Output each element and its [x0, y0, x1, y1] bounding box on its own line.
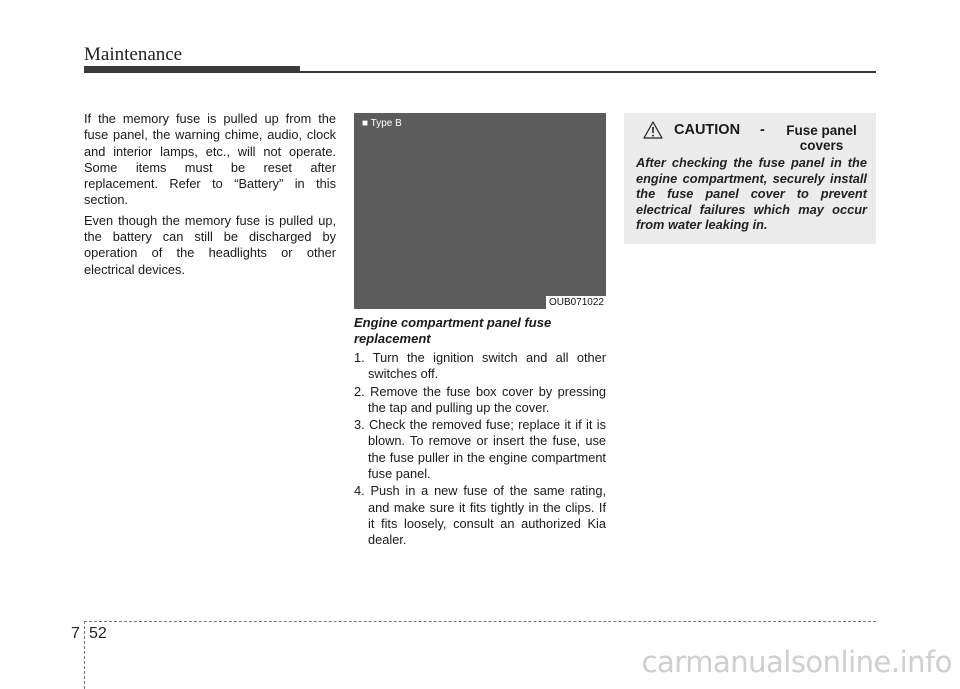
- caution-title: Fuse panel covers: [786, 123, 857, 153]
- paragraph-battery-discharge: Even though the memory fuse is pulled up, the battery can still be discharged by operation of the headlights or other electrical devices.: [84, 212, 336, 277]
- header-rule-thin: [300, 71, 876, 73]
- caution-label: CAUTION: [674, 122, 741, 138]
- section-heading: Engine compartment panel fuse replacement: [354, 315, 552, 346]
- step-item: 4. Push in a new fuse of the same rating, and make sure it fits tightly in the clips. If it fits loosely, consult an authorized Kia dealer.: [354, 483, 606, 548]
- figure-image: [354, 113, 606, 309]
- step-item: 2. Remove the fuse box cover by pressing the tap and pulling up the cover.: [354, 383, 606, 415]
- caution-header: [636, 121, 867, 153]
- figure-code: OUB071022: [546, 296, 606, 309]
- header-rule-thick: [84, 66, 300, 73]
- caution-box: [624, 113, 876, 244]
- footer-rule: [84, 621, 876, 622]
- footer-divider: [84, 621, 85, 689]
- step-item: 1. Turn the ignition switch and all other switches off.: [354, 350, 606, 382]
- paragraph-memory-fuse: If the memory fuse is pulled up from the fuse panel, the warning chime, audio, clock and interior lamps, etc., will not operate. Some items must be reset after replacement. Refer to “Battery” in this section.: [84, 111, 336, 208]
- caution-body: After checking the fuse panel in the engine compartment, securely install the fuse panel cover to prevent electrical failures which may occur from water leaking in.: [636, 155, 867, 232]
- warning-triangle-icon: [643, 121, 663, 139]
- chapter-number: 7: [71, 625, 80, 642]
- header-title: Maintenance: [84, 44, 183, 65]
- middle-column: [354, 315, 606, 550]
- figure-type-label: ■ Type B: [362, 118, 402, 129]
- caution-separator: -: [760, 122, 765, 138]
- left-column: [84, 111, 336, 282]
- steps-list: [354, 350, 606, 549]
- watermark-logo: carmanualsonline.info: [641, 645, 952, 679]
- page-number: 52: [89, 625, 107, 642]
- step-item: 3. Check the removed fuse; replace it if it is blown. To remove or insert the fuse, use the fuse puller in the engine compartment fuse panel.: [354, 417, 606, 482]
